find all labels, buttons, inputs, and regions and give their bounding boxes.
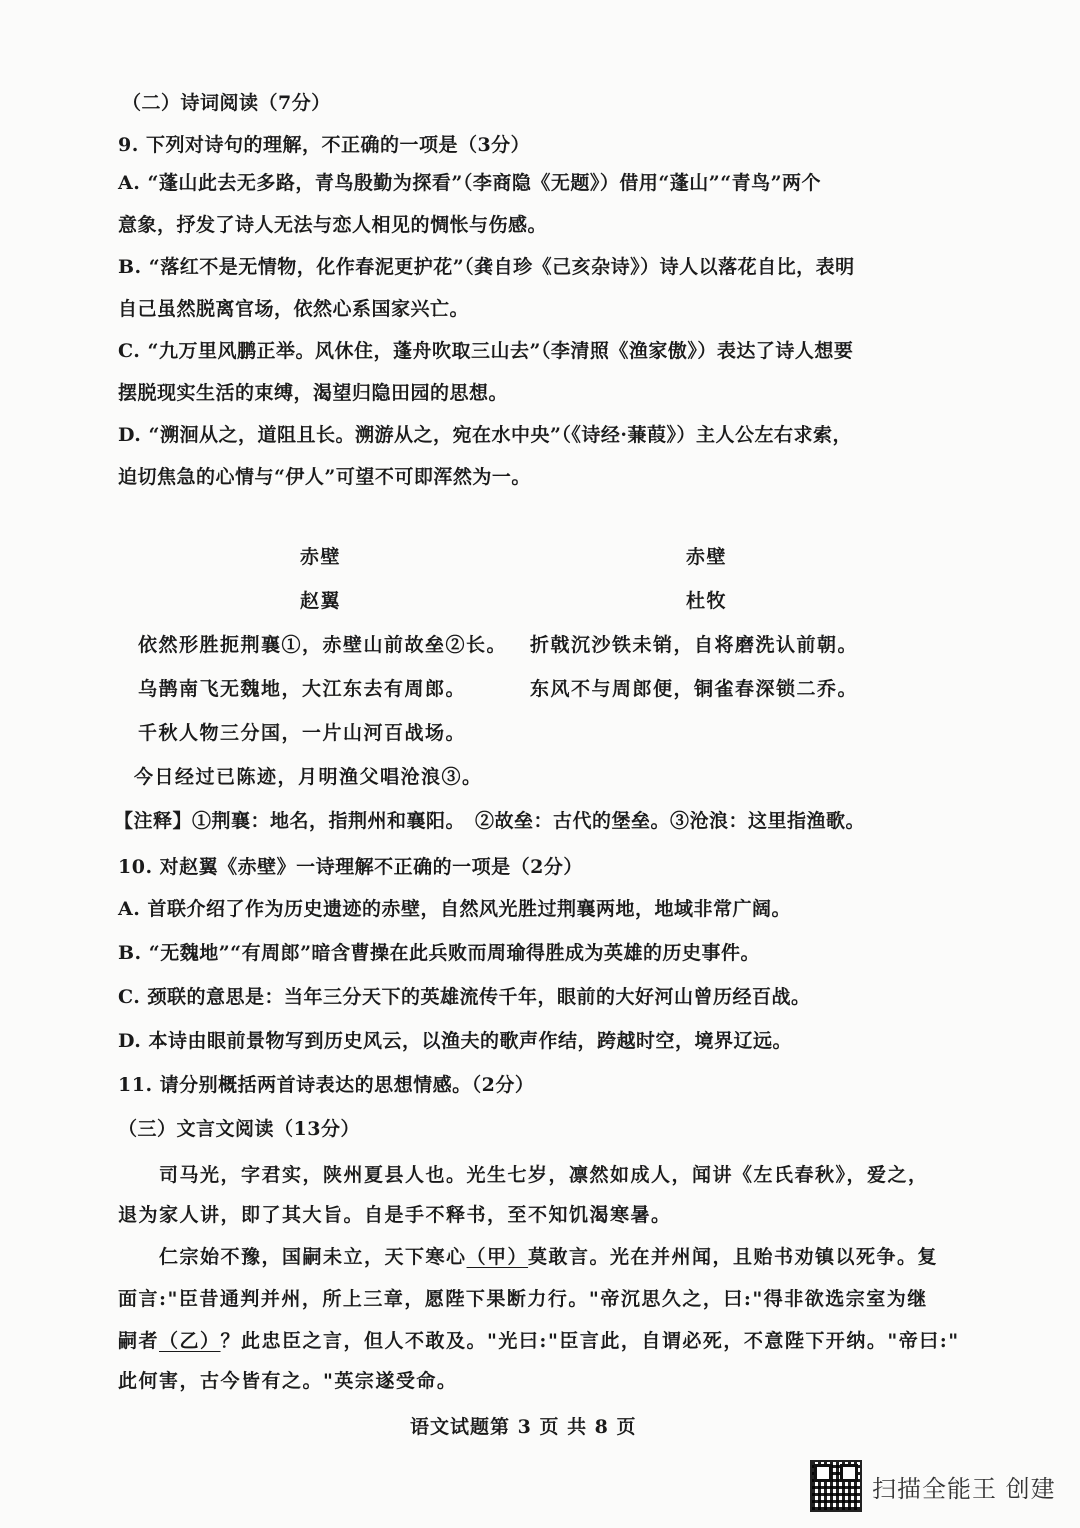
q9-option-c-line1: C. “九万里风鹏正举。风休住，蓬舟吹取三山去”（李清照《渔家傲》）表达了诗人想要 <box>118 340 854 362</box>
q10-option-a: A. 首联介绍了作为历史遗迹的赤壁，自然风光胜过荆襄两地，地域非常广阔。 <box>118 898 791 920</box>
q10-option-d: D. 本诗由眼前景物写到历史风云，以渔夫的歌声作结，跨越时空，境界辽远。 <box>118 1030 793 1052</box>
poem1-line3: 千秋人物三分国，一片山河百战场。 <box>138 722 467 744</box>
poem1-author: 赵翼 <box>300 590 342 612</box>
q9-option-b-line1: B. “落红不是无情物，化作春泥更护花”（龚自珍《己亥杂诗》）诗人以落花自比，表明 <box>118 256 855 278</box>
q9-option-b-line2: 自己虽然脱离官场，依然心系国家兴亡。 <box>118 298 470 320</box>
poem2-author: 杜牧 <box>686 590 728 612</box>
poem1-title: 赤壁 <box>300 546 342 568</box>
passage-p2-line4: 此何害，古今皆有之。"英宗遂受命。 <box>118 1370 458 1392</box>
poem2-line1: 折戟沉沙铁未销，自将磨洗认前朝。 <box>530 634 859 656</box>
passage-text: 嗣者 <box>118 1330 160 1352</box>
q10-option-b: B. “无魏地”“有周郎”暗含曹操在此兵败而周瑜得胜成为英雄的历史事件。 <box>118 942 761 964</box>
poem1-line1: 依然形胜扼荆襄①，赤壁山前故垒②长。 <box>138 634 508 656</box>
passage-text: 仁宗始不豫，国嗣未立，天下寒心 <box>118 1246 467 1268</box>
question-11-stem: 11. 请分别概括两首诗表达的思想情感。（2分） <box>118 1074 535 1096</box>
passage-text: ？此忠臣之言，但人不敢及。"光曰:"臣言此，自谓必死，不意陛下开纳。"帝曰:" <box>220 1330 960 1352</box>
passage-p2-line2: 面言:"臣昔通判并州，所上三章，愿陛下果断力行。"帝沉思久之，曰:"得非欲选宗室为继 <box>118 1288 928 1310</box>
passage-p1-line2: 退为家人讲，即了其大旨。自是手不释书，至不知饥渴寒暑。 <box>118 1204 672 1226</box>
passage-p1-line1: 司马光，字君实，陕州夏县人也。光生七岁，凛然如成人，闻讲《左氏春秋》，爱之， <box>118 1164 929 1186</box>
q9-option-a-line1: A. “蓬山此去无多路，青鸟殷勤为探看”（李商隐《无题》）借用“蓬山”“青鸟”两个 <box>118 172 822 194</box>
poem1-line4: 今日经过已陈迹，月明渔父唱沧浪③。 <box>134 766 483 788</box>
page-footer: 语文试题第 3 页 共 8 页 <box>410 1416 637 1438</box>
question-9-stem: 9. 下列对诗句的理解，不正确的一项是（3分） <box>118 134 531 156</box>
watermark-text: 扫描全能王 创建 <box>872 1474 1056 1503</box>
poem2-line2: 东风不与周郎便，铜雀春深锁二乔。 <box>530 678 859 700</box>
q9-option-c-line2: 摆脱现实生活的束缚，渴望归隐田园的思想。 <box>118 382 509 404</box>
annotation-notes: 【注释】①荆襄：地名，指荆州和襄阳。 ②故垒：古代的堡垒。③沧浪：这里指渔歌。 <box>114 810 866 832</box>
scanner-watermark <box>810 1460 1056 1512</box>
blank-yi: （乙） <box>159 1330 221 1352</box>
q10-option-c: C. 颈联的意思是：当年三分天下的英雄流传千年，眼前的大好河山曾历经百战。 <box>118 986 811 1008</box>
q9-option-d-line1: D. “溯洄从之，道阻且长。溯游从之，宛在水中央”（《诗经·蒹葭》）主人公左右求索， <box>118 424 853 446</box>
question-10-stem: 10. 对赵翼《赤壁》一诗理解不正确的一项是（2分） <box>118 856 583 878</box>
poem2-title: 赤壁 <box>686 546 728 568</box>
passage-p2-line1 <box>118 1242 938 1269</box>
qr-code-icon <box>810 1460 862 1512</box>
poem1-line2: 乌鹊南飞无魏地，大江东去有周郎。 <box>138 678 467 700</box>
blank-jia: （甲） <box>466 1246 529 1268</box>
section-title-classical: （三）文言文阅读（13分） <box>118 1118 360 1140</box>
passage-text: 莫敢言。光在并州闻，且贻书劝镇以死争。复 <box>528 1246 939 1268</box>
q9-option-a-line2: 意象，抒发了诗人无法与恋人相见的惆怅与伤感。 <box>118 214 548 236</box>
passage-p2-line3 <box>118 1326 960 1353</box>
section-title-poetry: （二）诗词阅读（7分） <box>122 92 331 114</box>
q9-option-d-line2: 迫切焦急的心情与“伊人”可望不可即浑然为一。 <box>118 466 531 488</box>
